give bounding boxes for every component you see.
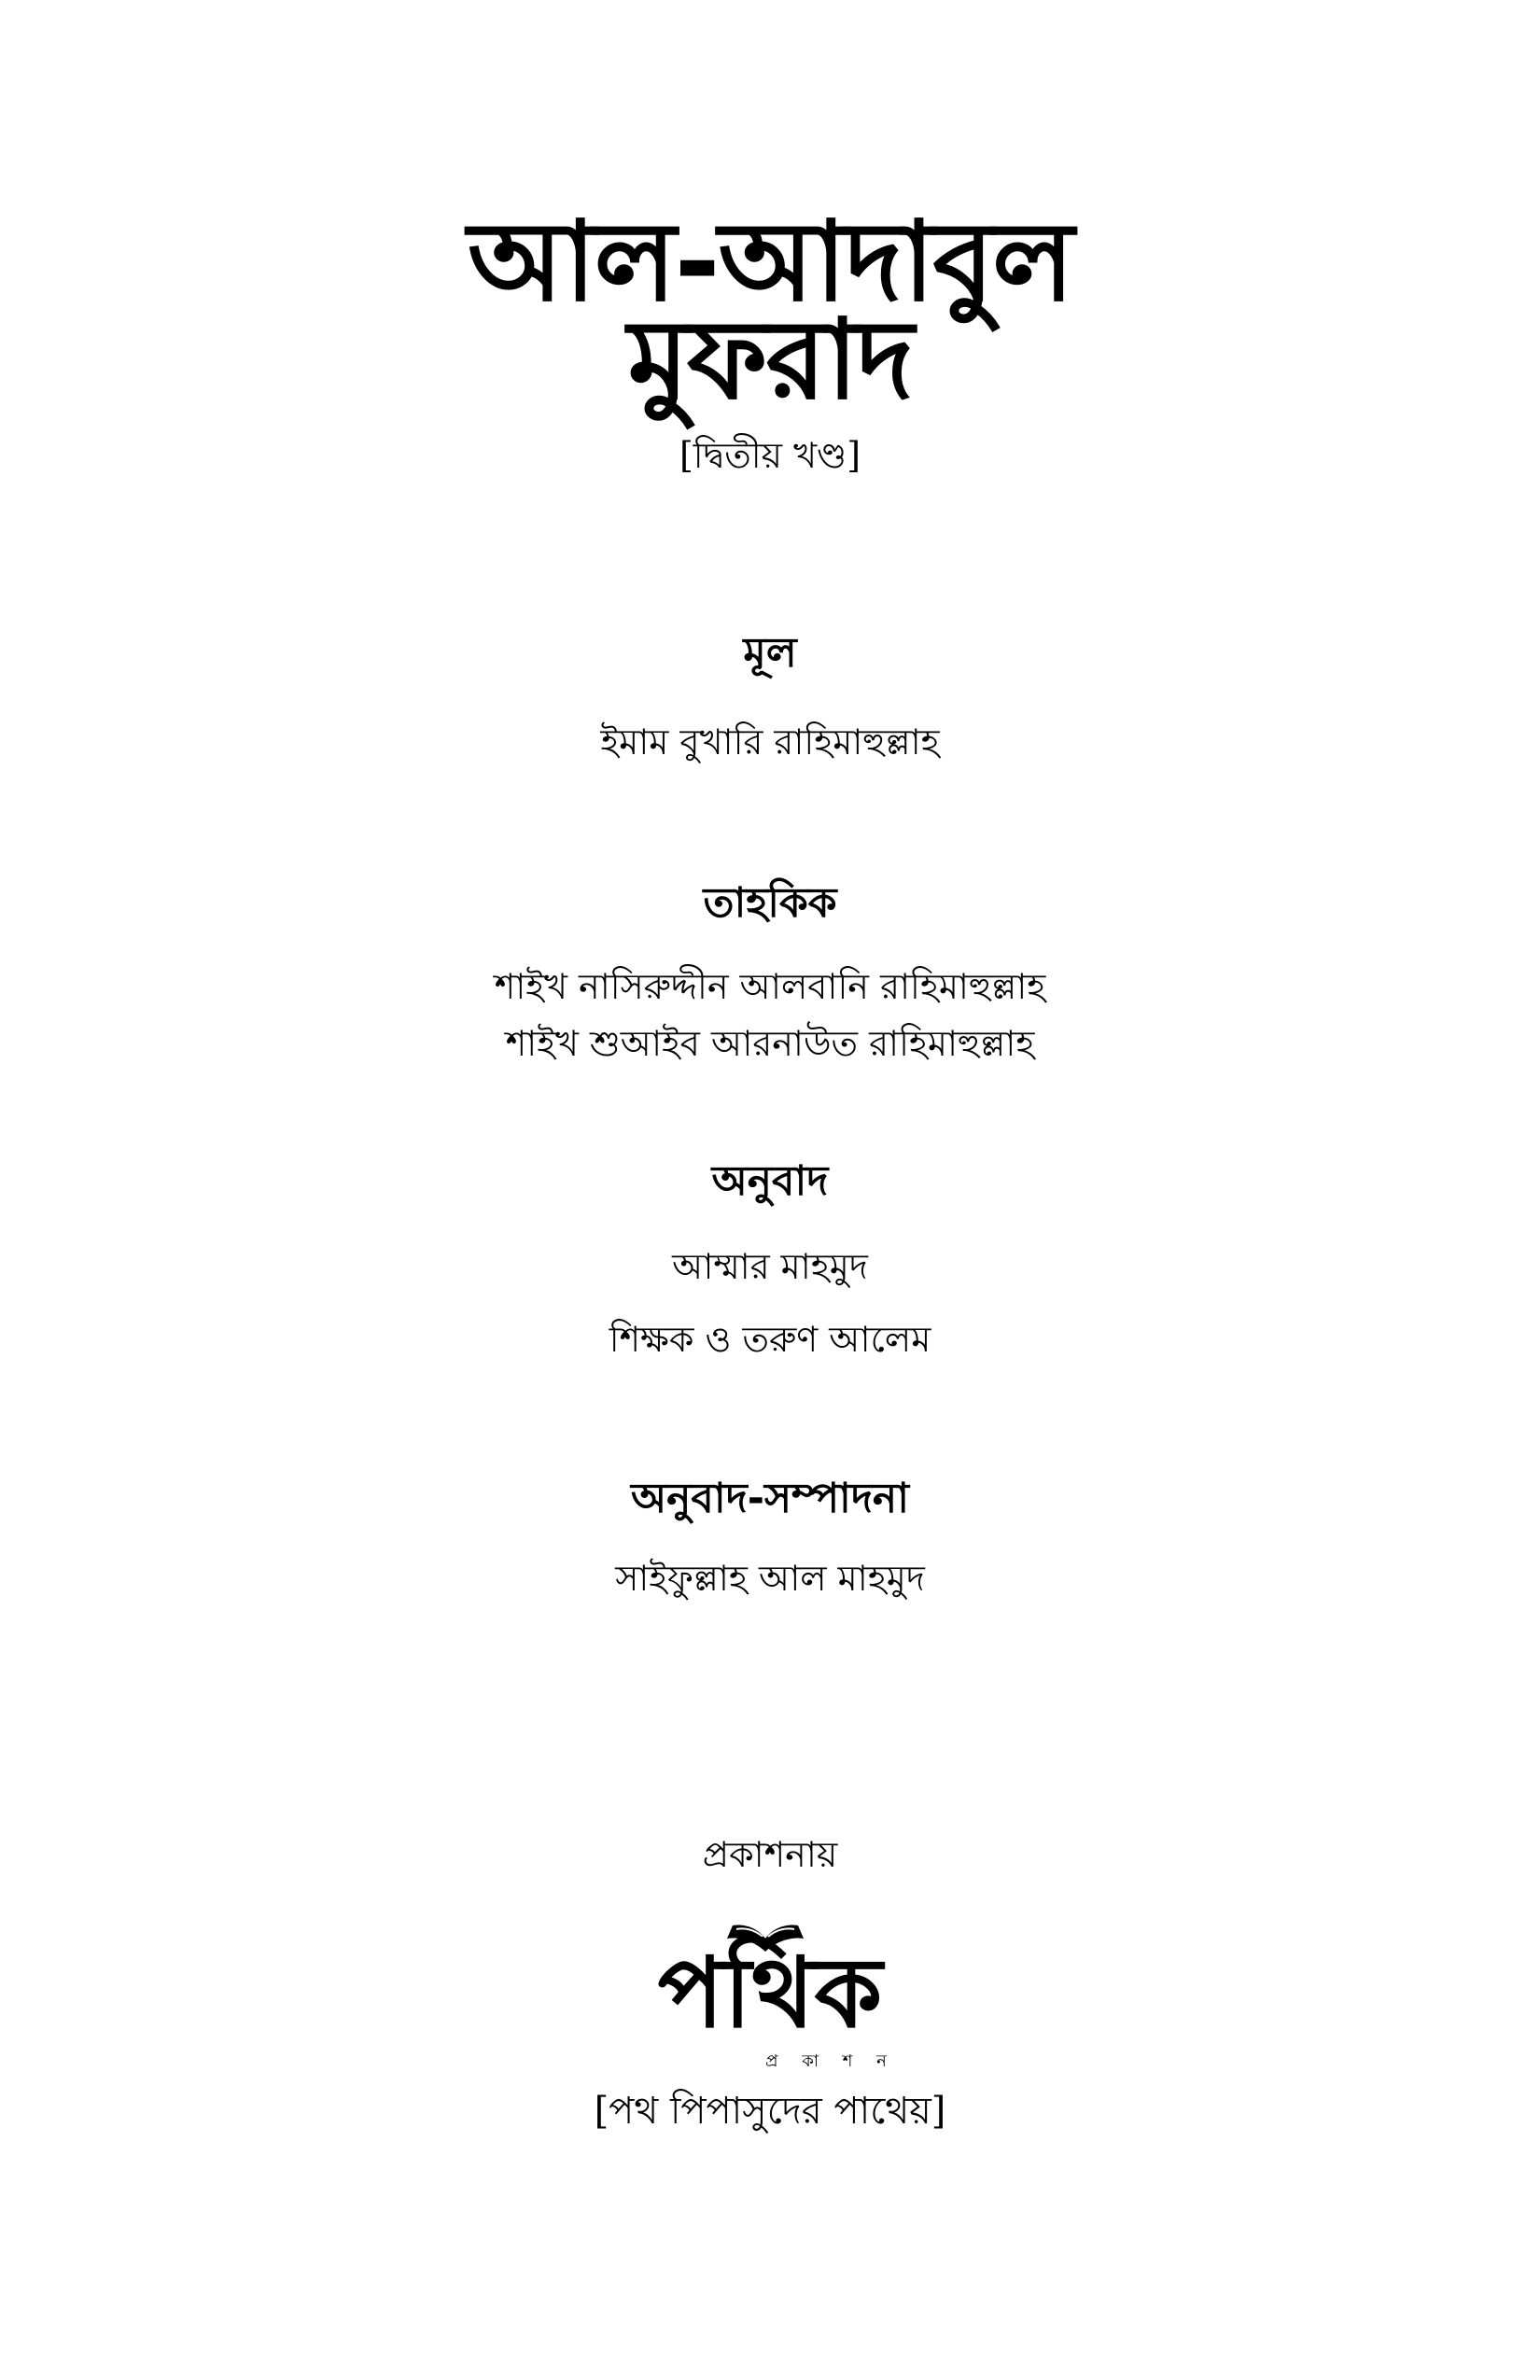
translation-heading: অনুবাদ bbox=[711, 1157, 829, 1205]
original-author: ইমাম বুখারি রাহিমাহুল্লাহ bbox=[600, 721, 940, 763]
editing-heading: অনুবাদ-সম্পাদনা bbox=[631, 1475, 909, 1522]
book-title-line-1: আল-আদাবুল bbox=[468, 197, 1072, 326]
book-title-line-2: মুফরাদ bbox=[627, 295, 913, 424]
publisher-label: প্রকাশনায় bbox=[702, 1834, 838, 1875]
translator-description: শিক্ষক ও তরুণ আলেম bbox=[609, 1319, 931, 1360]
tahqiq-name-2: শাইখ শুআইব আরনাউত রাহিমাহুল্লাহ bbox=[505, 1023, 1035, 1064]
tahqiq-heading: তাহকিক bbox=[703, 879, 837, 927]
editor-name: সাইফুল্লাহ আল মাহমুদ bbox=[615, 1558, 925, 1599]
original-heading: মূল bbox=[743, 629, 797, 677]
tahqiq-name-1: শাইখ নাসিরুদ্দীন আলবানি রাহিমাহুল্লাহ bbox=[494, 966, 1046, 1007]
volume-label: [দ্বিতীয় খণ্ড] bbox=[679, 435, 861, 476]
publisher-logo bbox=[630, 1918, 910, 2091]
publisher-logo-wordmark: পথিক bbox=[657, 1936, 883, 2050]
translator-name: আম্মার মাহমুদ bbox=[672, 1246, 868, 1287]
publisher-tagline: [পথ পিপাসুদের পাথেয়] bbox=[594, 2090, 946, 2133]
publisher-logo-subtext: প্র কা শ ন bbox=[765, 2051, 896, 2071]
